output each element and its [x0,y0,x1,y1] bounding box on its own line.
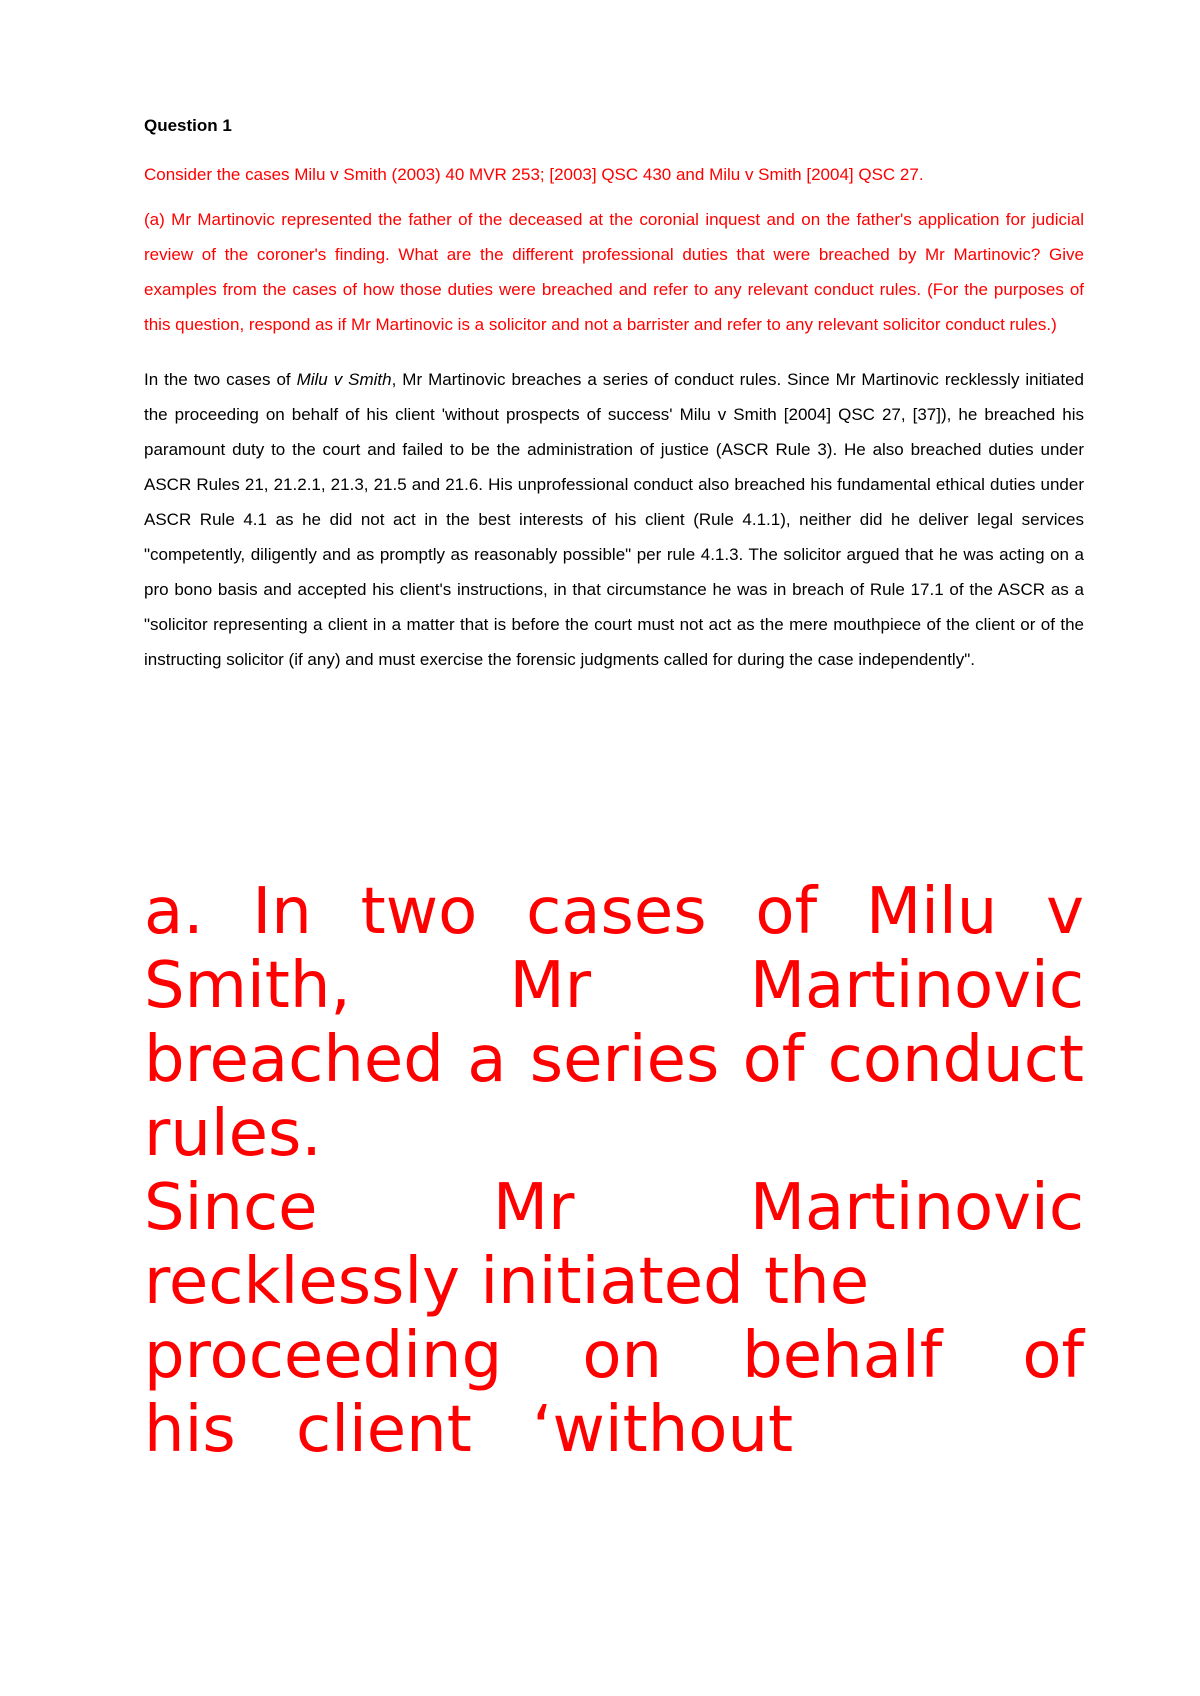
large-red-text-block [144,875,1084,1467]
document-body [144,112,1084,677]
question-part-a: (a) Mr Martinovic represented the father of the deceased at the coronial inquest and on the father's application for judicial review of the coroner's finding. What are the different professional duties that were breached by Mr Martinovic? Give examples from the cases of how those duties were breached and refer to any relevant conduct rules. (For the purposes of this question, respond as if Mr Martinovic is a solicitor and not a barrister and refer to any relevant solicitor conduct rules.) [144,210,1084,334]
answer-case-name: Milu v Smith [296,370,392,389]
large-red-line-4: his client ‘without [144,1393,794,1467]
answer-paragraph [144,362,1084,677]
question-heading: Question 1 [144,116,232,135]
answer-text-1: In the two cases of [144,370,297,389]
large-red-line-1: Since Mr Martinovic [144,1171,1084,1245]
answer-text-2: , Mr Martinovic breaches a series of conduct rules. Since Mr Martinovic recklessly initiated the proceeding on behalf of his client 'without prospects of success' Milu v Smith [2004] QSC 27, [37]), he breached his paramount duty to the court and failed to be the administration of justice (ASCR Rule 3). He also breached duties under ASCR Rules 21, 21.2.1, 21.3, 21.5 and 21.6. His unprofessional conduct also breached his fundamental ethical duties under ASCR Rule 4.1 as he did not act in the best interests of his client (Rule 4.1.1), neither did he deliver legal services "competently, diligently and as promptly as reasonably possible" per rule 4.1.3. The solicitor argued that he was acting on a pro bono basis and accepted his client's instructions, in that circumstance he was in breach of Rule 17.1 of the ASCR as a "solicitor representing a client in a matter that is before the court must not act as the mere mouthpiece of the client or of the instructing solicitor (if any) and must exercise the forensic judgments called for during the case independently". [144,370,1085,669]
large-red-line-3: proceeding on behalf of [144,1319,1084,1393]
large-red-line-2: recklessly initiated the [144,1245,870,1319]
large-red-paragraph-1: a. In two cases of Milu v Smith, Mr Martinovic breached a series of conduct rules. [144,875,1084,1171]
question-intro: Consider the cases Milu v Smith (2003) 40 MVR 253; [2003] QSC 430 and Milu v Smith [2004] QSC 27. [144,165,924,184]
